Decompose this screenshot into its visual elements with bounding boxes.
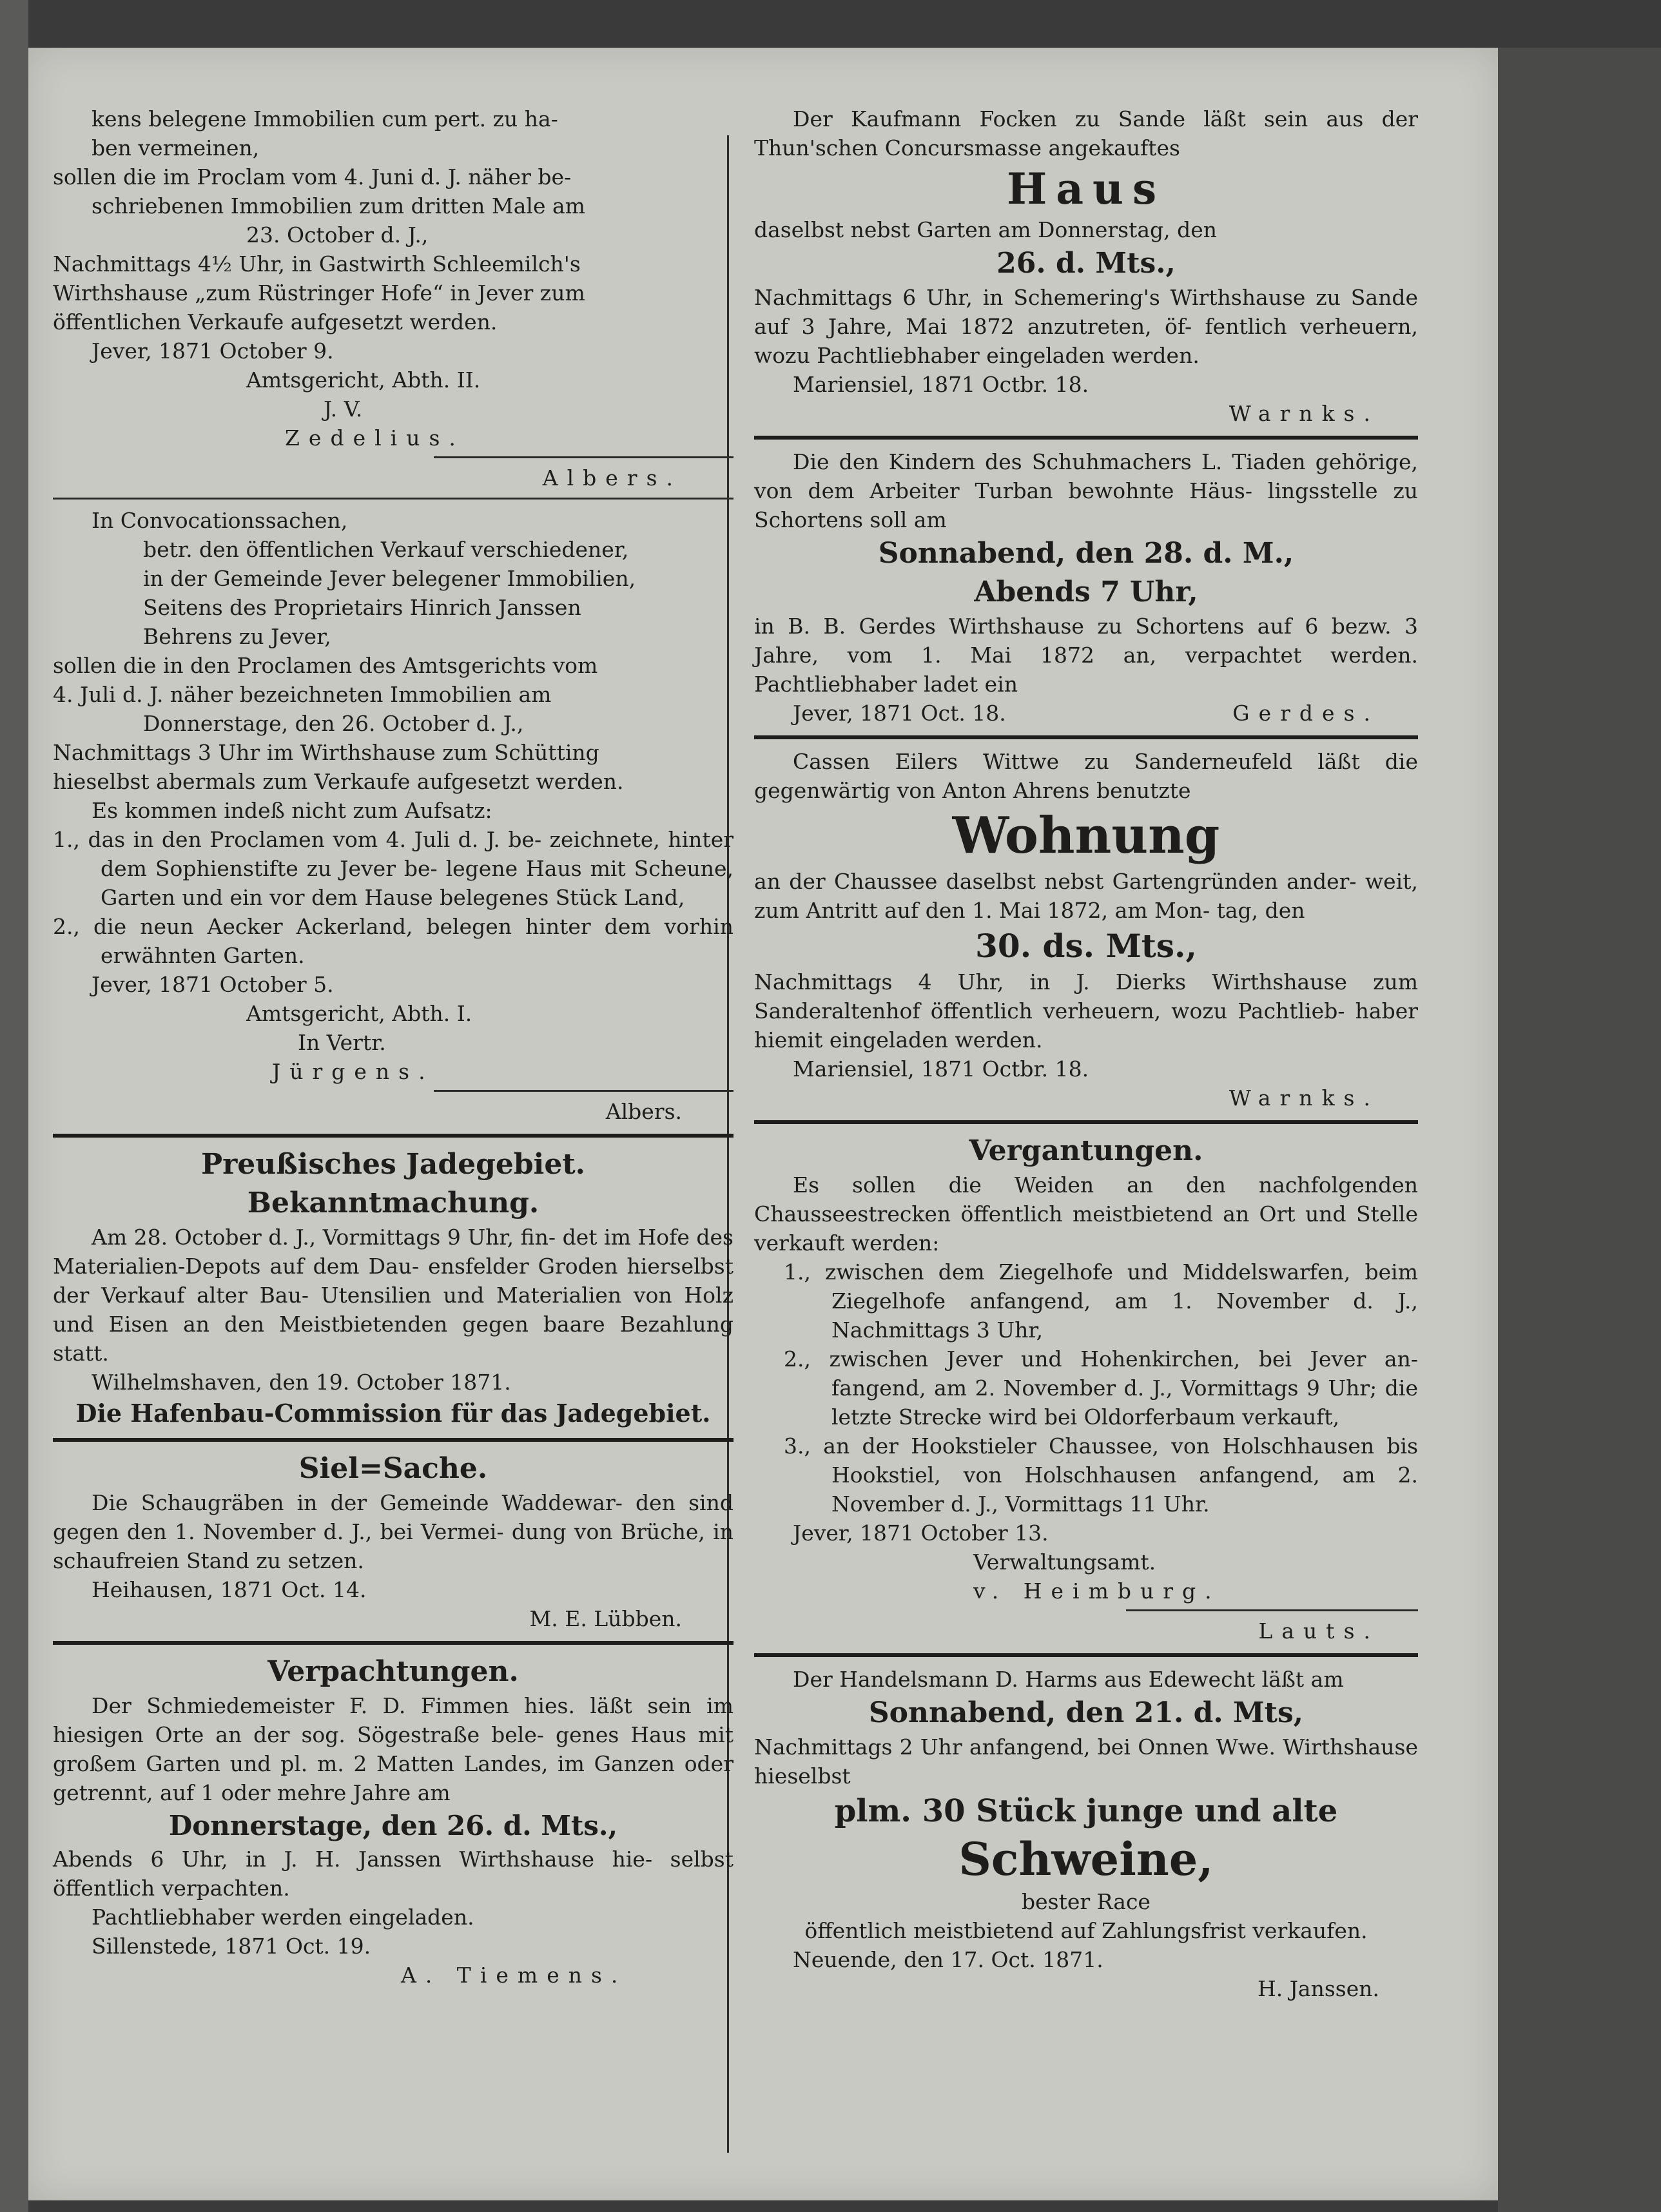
notice-heading: Vergantungen. — [969, 1134, 1203, 1167]
signature: Lauts. — [1258, 1618, 1379, 1644]
text-line: Nachmittags 3 Uhr im Wirthshause zum Schütting — [53, 740, 599, 765]
notice-wohnung — [754, 747, 1418, 1112]
signature: Gerdes. — [1232, 701, 1379, 726]
notice-vergantungen — [754, 1132, 1418, 1645]
notice-date-emphasis: 26. d. Mts., — [996, 247, 1176, 280]
notice-jadegebiet — [53, 1145, 733, 1430]
list-item: 3., an der Hookstieler Chaussee, von Holschhausen bis Hookstiel, von Holschhausen anfangend, am 2. November d. J., Vormittags 11 Uhr. — [784, 1433, 1418, 1517]
divider — [53, 1438, 733, 1442]
notice-date-emphasis: Donnerstage, den 26. d. Mts., — [168, 1810, 618, 1841]
notice-date: Heihausen, 1871 Oct. 14. — [92, 1577, 367, 1602]
court-name: Amtsgericht, Abth. II. — [246, 367, 481, 393]
notice-body: Nachmittags 2 Uhr anfangend, bei Onnen Wwe. Wirthshause hieselbst — [754, 1734, 1418, 1789]
notice-haeuslingsstelle — [754, 447, 1418, 728]
text-line: In Convocationssachen, — [92, 508, 348, 533]
text-line: 4. Juli d. J. näher bezeichneten Immobilien am — [53, 682, 552, 707]
divider — [53, 498, 733, 500]
notice-emphasis: plm. 30 Stück junge und alte — [834, 1793, 1338, 1829]
text-line: kens belegene Immobilien cum pert. zu ha- — [92, 106, 558, 131]
left-column — [53, 104, 733, 1990]
text-line: Nachmittags 4½ Uhr, in Gastwirth Schleemilch's — [53, 251, 581, 276]
notice-convocation — [53, 506, 733, 1126]
divider — [754, 1653, 1418, 1657]
text-line: sollen die im Proclam vom 4. Juni d. J. näher be- — [53, 164, 572, 189]
notice-body: Der Handelsmann D. Harms aus Edewecht läßt am — [793, 1667, 1344, 1692]
notice-heading: Preußisches Jadegebiet. — [201, 1148, 585, 1181]
divider — [754, 1120, 1418, 1124]
text-line: betr. den öffentlichen Verkauf verschiedener, — [143, 537, 629, 562]
notice-date-emphasis: Sonnabend, den 28. d. M., — [878, 537, 1294, 570]
notice-body: Cassen Eilers Wittwe zu Sanderneufeld läßt die gegenwärtig von Anton Ahrens benutzte — [754, 749, 1418, 803]
date-signature-row — [754, 699, 1418, 728]
signature: Zedelius. — [285, 425, 465, 451]
text-line: schriebenen Immobilien zum dritten Male am — [92, 193, 585, 218]
signature: A. Tiemens. — [401, 1963, 627, 1988]
divider — [754, 436, 1418, 440]
notice-body: an der Chaussee daselbst nebst Gartengründen ander- weit, zum Antritt auf den 1. Mai 1872, am Mon- tag, den — [754, 869, 1418, 923]
notice-body: Der Schmiedemeister F. D. Fimmen hies. läßt sein im hiesigen Orte an der sog. Sögestraße bele- genes Haus mit großem Garten und pl. m. 2 Matten Landes, im Ganzen oder getrennt, auf 1 oder mehre Jahre am — [53, 1693, 733, 1805]
notice-date: Jever, 1871 October 13. — [793, 1520, 1049, 1546]
notice-date: Mariensiel, 1871 Octbr. 18. — [793, 372, 1089, 397]
text-line: Seitens des Proprietairs Hinrich Janssen — [143, 595, 581, 620]
notice-date: Jever, 1871 October 9. — [92, 338, 334, 364]
signature: H. Janssen. — [1257, 1976, 1379, 2001]
text-line: Behrens zu Jever, — [143, 624, 331, 649]
notice-date-emphasis: 30. ds. Mts., — [975, 927, 1197, 965]
notice-body: Nachmittags 6 Uhr, in Schemering's Wirthshause zu Sande auf 3 Jahre, Mai 1872 anzutreten, öf- fentlich verheuern, wozu Pachtliebhaber eingeladen werden. — [754, 285, 1418, 368]
notice-body: Am 28. October d. J., Vormittags 9 Uhr, fin- det im Hofe des Materialien-Depots auf dem Dau- ensfelder Groden hierselbst der Verkauf alter Bau- Utensilien und Materialien von Holz und Eisen an den Meistbietenden gegen baare Bezahlung statt. — [53, 1225, 733, 1366]
notice-verpachtungen — [53, 1653, 733, 1990]
notice-date: Mariensiel, 1871 Octbr. 18. — [793, 1056, 1089, 1082]
notice-body: Die Schaugräben in der Gemeinde Waddewar- den sind gegen den 1. November d. J., bei Vermei- dung von Brüche, in schaufreien Stand zu setzen. — [53, 1490, 733, 1573]
invertr-label: In Vertr. — [298, 1030, 386, 1055]
notice-body: Nachmittags 4 Uhr, in J. Dierks Wirthshause zum Sanderaltenhof öffentlich verheuern, wozu Pachtlieb- haber hiemit eingeladen werden. — [754, 969, 1418, 1053]
signature: Warnks. — [1229, 401, 1379, 426]
signature: M. E. Lübben. — [529, 1606, 682, 1631]
notice-haus-focken — [754, 104, 1418, 428]
notice-immobilien-schleemilch — [53, 104, 733, 492]
notice-body: Es sollen die Weiden an den nachfolgenden Chausseestrecken öffentlich meistbietend an Ort und Stelle verkauft werden: — [754, 1172, 1418, 1256]
list-item: 2., die neun Aecker Ackerland, belegen hinter dem vorhin erwähnten Garten. — [53, 914, 733, 968]
notice-emphasis: Wohnung — [952, 806, 1220, 865]
signature: Albers. — [605, 1099, 682, 1124]
notice-body: in B. B. Gerdes Wirthshause zu Schortens auf 6 bezw. 3 Jahre, vom 1. Mai 1872 an, verpachtet werden. Pachtliebhaber ladet ein — [754, 614, 1418, 697]
notice-date: Jever, 1871 Oct. 18. — [793, 701, 1006, 726]
text-line: sollen die in den Proclamen des Amtsgerichts vom — [53, 653, 598, 678]
notice-body: Die den Kindern des Schuhmachers L. Tiaden gehörige, von dem Arbeiter Turban bewohnte Häus- lingsstelle zu Schortens soll am — [754, 449, 1418, 532]
divider — [1126, 1609, 1418, 1611]
notice-body: Der Kaufmann Focken zu Sande läßt sein aus der Thun'schen Concursmasse angekauftes — [754, 106, 1418, 160]
signature: Albers. — [542, 465, 682, 490]
notice-date: Jever, 1871 October 5. — [92, 972, 334, 997]
notice-schweine — [754, 1665, 1418, 2003]
page-stack-edge — [1498, 48, 1661, 2212]
text-line: Wirthshause „zum Rüstringer Hofe“ in Jever zum — [53, 280, 585, 306]
text-line: öffentlichen Verkaufe aufgesetzt werden. — [53, 309, 498, 335]
divider — [434, 456, 733, 458]
text-line: Es kommen indeß nicht zum Aufsatz: — [92, 798, 492, 823]
signature: Die Hafenbau-Commission für das Jadegebiet. — [75, 1399, 711, 1428]
text-line: hieselbst abermals zum Verkaufe aufgesetzt werden. — [53, 769, 624, 794]
jv-label: J. V. — [324, 396, 363, 422]
notice-body: Abends 6 Uhr, in J. H. Janssen Wirthshause hie- selbst öffentlich verpachten. — [53, 1847, 733, 1901]
text-line: in der Gemeinde Jever belegener Immobilien, — [143, 566, 636, 591]
notice-emphasis: Schweine, — [958, 1832, 1214, 1886]
notice-date: Wilhelmshaven, den 19. October 1871. — [92, 1370, 511, 1395]
notice-emphasis: Haus — [1006, 164, 1166, 214]
invitation: Pachtliebhaber werden eingeladen. — [92, 1905, 474, 1930]
office-name: Verwaltungsamt. — [973, 1549, 1156, 1575]
text-line: ben vermeinen, — [92, 135, 260, 160]
divider — [434, 1090, 733, 1092]
divider — [53, 1134, 733, 1138]
notice-body: daselbst nebst Garten am Donnerstag, den — [754, 217, 1218, 242]
divider — [53, 1641, 733, 1645]
notice-heading: Bekanntmachung. — [247, 1187, 539, 1219]
notice-date: Neuende, den 17. Oct. 1871. — [793, 1947, 1103, 1972]
notice-siel-sache — [53, 1450, 733, 1633]
divider — [754, 735, 1418, 739]
court-name: Amtsgericht, Abth. I. — [246, 1001, 472, 1026]
list-item: 1., das in den Proclamen vom 4. Juli d. J. be- zeichnete, hinter dem Sophienstifte zu Jever be- legene Haus mit Scheune, Garten und ein vor dem Hause belegenes Stück Land, — [53, 827, 733, 910]
signature: v. Heimburg. — [973, 1578, 1221, 1604]
notice-heading: Verpachtungen. — [267, 1655, 519, 1688]
binding-edge — [0, 0, 28, 2212]
notice-body: öffentlich meistbietend auf Zahlungsfrist verkaufen. — [804, 1918, 1368, 1943]
list-item: 2., zwischen Jever und Hohenkirchen, bei Jever an- fangend, am 2. November d. J., Vormittags 9 Uhr; die letzte Strecke wird bei Oldorferbaum verkauft, — [784, 1346, 1418, 1430]
notice-date-emphasis: Sonnabend, den 21. d. Mts, — [868, 1696, 1304, 1729]
signature: Warnks. — [1229, 1085, 1379, 1111]
right-column — [754, 104, 1418, 2003]
text-line: Donnerstage, den 26. October d. J., — [143, 711, 524, 736]
text-line: 23. October d. J., — [246, 222, 429, 247]
list-item: 1., zwischen dem Ziegelhofe und Middelswarfen, beim Ziegelhofe anfangend, am 1. November d. J., Nachmittags 3 Uhr, — [784, 1259, 1418, 1343]
notice-date: Sillenstede, 1871 Oct. 19. — [92, 1934, 371, 1959]
notice-heading: Siel=Sache. — [298, 1452, 488, 1485]
notice-body: bester Race — [1022, 1889, 1151, 1914]
signature: Jürgens. — [272, 1059, 434, 1084]
notice-time-emphasis: Abends 7 Uhr, — [974, 576, 1198, 608]
